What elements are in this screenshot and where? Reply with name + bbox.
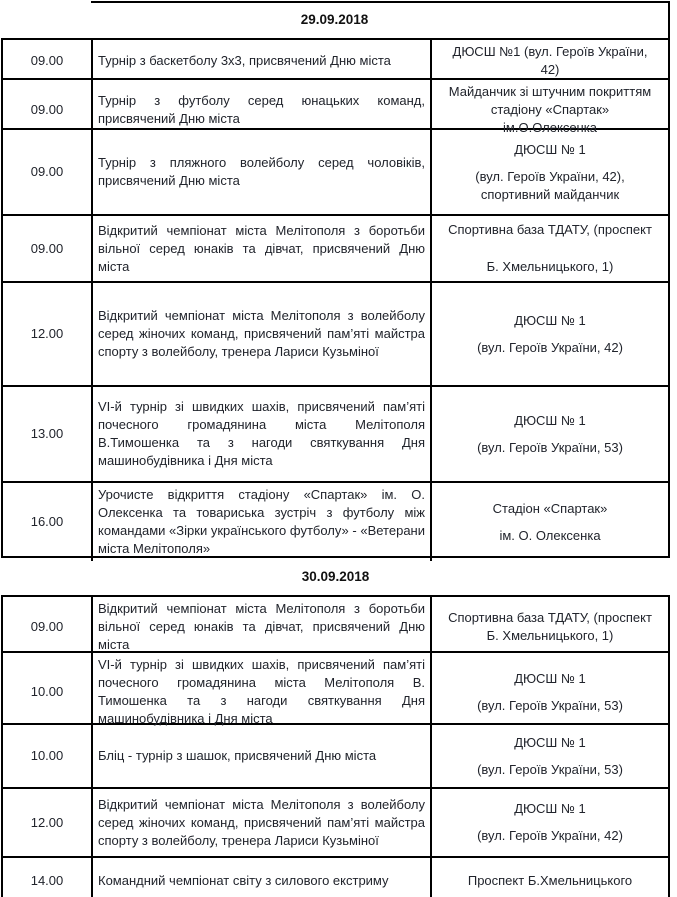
location-cell [432,789,668,856]
event-cell [93,387,432,481]
time-value: 09.00 [30,240,64,256]
event-text: VI-й турнір зі швидких шахів, присвячений пам’яті почесного громадянина міста Мелітополя В. Тимошенка та з нагоди святкування Дня машинобудівника і Дня міста [98,657,425,726]
time-cell [3,387,93,481]
location-cell [432,725,668,787]
location-cell [432,130,668,214]
event-cell [93,283,432,385]
time-cell [3,40,93,82]
event-cell [93,483,432,561]
time-cell [3,483,93,561]
time-value: 12.00 [30,814,64,830]
event-text: Відкритий чемпіонат міста Мелітополя з волейболу серед жіночих команд, присвячений пам’яті майстра спорту з волейболу, тренера Лариси Кузьміної [98,308,425,359]
location-line: ім. О. Олексенка [499,527,601,543]
time-cell [3,858,93,897]
location-cell [432,216,668,281]
location-cell [432,387,668,481]
event-text: Турнір з пляжного волейболу серед чоловіків, присвячений Дню міста [98,155,425,188]
location-line: ДЮСШ № 1 [514,734,586,750]
time-value: 09.00 [30,102,64,117]
location-cell [432,653,668,731]
location-line: Майданчик зі штучним покриттям стадіону «Спартак» ім.О.Олексенка [448,84,652,135]
time-cell [3,597,93,657]
date-header-row [1,1,670,40]
location-line: (вул. Героїв України, 42) [477,828,623,843]
time-cell [3,283,93,385]
location-cell [432,858,668,897]
event-cell [93,653,432,731]
location-line: Спортивна база ТДАТУ, (проспект [448,222,652,237]
event-cell [93,40,432,82]
schedule-row [1,653,670,725]
location-line: ДЮСШ № 1 [514,141,586,157]
event-text: Відкритий чемпіонат міста Мелітополя з волейболу серед жіночих команд, присвячений пам’яті майстра спорту з волейболу, тренера Лариси Кузьміної [98,796,425,848]
date-header: 30.09.2018 [301,569,370,584]
location-line: ДЮСШ № 1 [514,670,586,686]
event-text: Відкритий чемпіонат міста Мелітополя з боротьби вільної серед юнаків та дівчат, присвячений Дню міста [98,222,425,274]
location-line: ДЮСШ № 1 [514,312,586,328]
schedule-row [1,387,670,483]
location-line: (вул. Героїв України, 53) [477,697,623,713]
event-cell [93,130,432,214]
location-line: ДЮСШ № 1 [514,412,586,428]
time-cell [3,725,93,787]
location-line: (вул. Героїв України, 42), спортивний майданчик [475,168,625,202]
event-cell [93,216,432,281]
time-value: 12.00 [30,326,64,341]
time-value: 09.00 [30,164,64,179]
event-text: Командний чемпіонат світу з силового екстриму [98,873,389,888]
schedule-row [1,725,670,789]
location-line: ДЮСШ №1 (вул. Героїв України, 42) [452,44,648,77]
schedule-row [1,283,670,387]
location-line: (вул. Героїв України, 53) [477,761,623,777]
event-text: Турнір з баскетболу 3х3, присвячений Дню міста [98,53,391,68]
location-cell [432,597,668,657]
schedule-row [1,483,670,558]
location-line: (вул. Героїв України, 53) [477,439,623,455]
location-line: Проспект Б.Хмельницького [467,873,633,888]
time-value: 10.00 [30,748,64,763]
schedule-row [1,40,670,80]
time-value: 14.00 [30,873,64,888]
time-value: 09.00 [30,619,64,634]
location-line: Стадіон «Спартак» [492,500,608,516]
event-cell [93,789,432,856]
event-text: Урочисте відкриття стадіону «Спартак» ім. О. Олексенка та товариська зустріч з футболу між командами «Зірки українського футболу» - «Ветерани міста Мелітополя» [98,487,425,556]
event-text: Турнір з футболу серед юнацьких команд, присвячений Дню міста [98,93,425,126]
event-text: VI-й турнір зі швидких шахів, присвячений пам’яті почесного громадянина міста Мелітополя В.Тимошенка та з нагоди святкування Дня машинобудівника і Дня міста [98,399,425,468]
location-line: Спортивна база ТДАТУ, (проспект Б. Хмельницького, 1) [448,610,652,643]
time-value: 10.00 [30,684,64,699]
time-cell [3,130,93,214]
event-cell [93,858,432,897]
event-text: Відкритий чемпіонат міста Мелітополя з боротьби вільної серед юнаків та дівчат, присвячений Дню міста [98,601,425,652]
event-cell [93,597,432,657]
event-text: Бліц - турнір з шашок, присвячений Дню міста [98,748,377,763]
time-cell [3,789,93,856]
schedule-row [1,858,670,897]
date-header-row [1,558,670,597]
location-line: Б. Хмельницького, 1) [486,259,614,274]
schedule-row [1,216,670,283]
event-cell [93,725,432,787]
schedule-row [1,597,670,653]
time-value: 13.00 [30,426,64,441]
time-cell [3,216,93,281]
time-value: 09.00 [30,53,64,68]
location-cell [432,283,668,385]
time-cell [3,653,93,731]
location-line: (вул. Героїв України, 42) [477,339,623,355]
schedule-table [1,1,670,897]
time-value: 16.00 [30,514,64,529]
location-line: ДЮСШ № 1 [514,801,586,816]
location-cell [432,483,668,561]
schedule-row [1,789,670,858]
schedule-row [1,80,670,135]
date-header: 29.09.2018 [300,12,369,27]
location-cell [432,40,668,82]
schedule-row [1,130,670,216]
